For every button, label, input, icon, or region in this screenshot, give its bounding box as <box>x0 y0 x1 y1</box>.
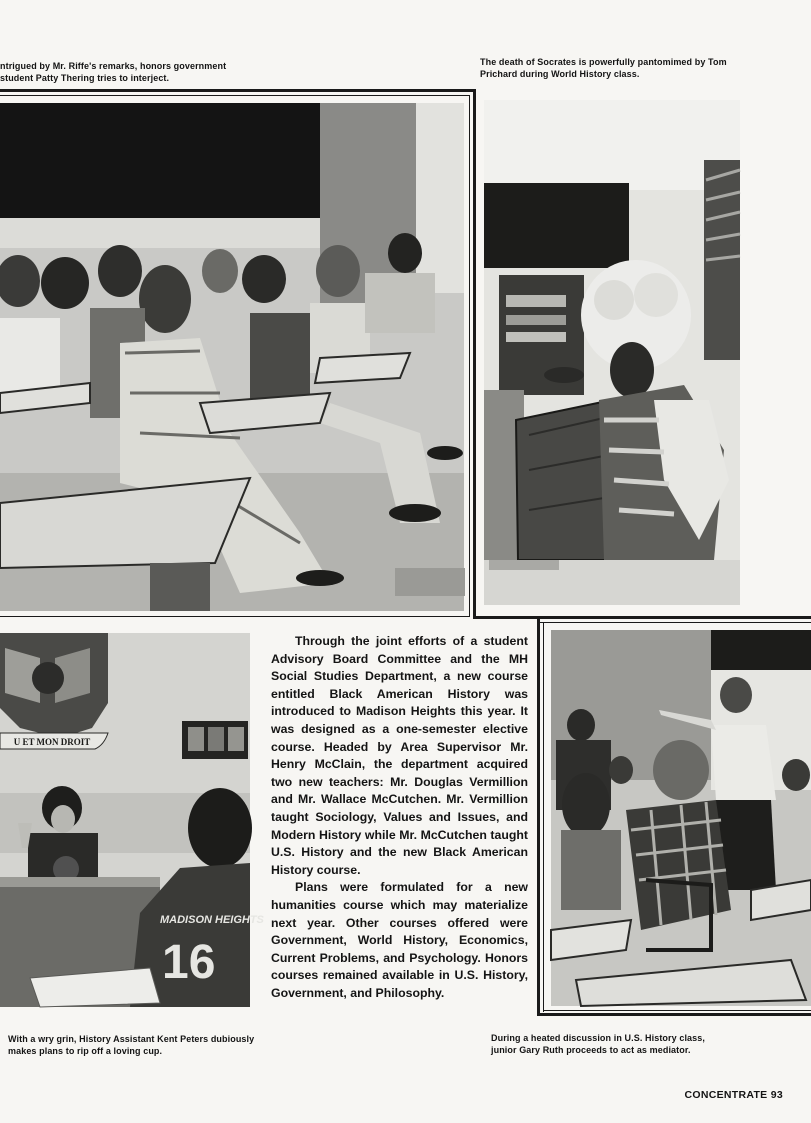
caption-bottom-right: During a heated discussion in U.S. History class, junior Gary Ruth proceeds to act as mediator. <box>491 1033 705 1055</box>
frame-line <box>537 1013 811 1016</box>
article-paragraph: Through the joint efforts of a student Advisory Board Committee and the MH Social Studies Department, a new course entitled Black American History was introduced to Madison Heights this year. It was designed as a one-semester elective course. Headed by Area Supervisor Mr. Henry McClain, the department acquired two new teachers: Mr. Douglas Vermillion and Mr. Wallace McCutchen. Mr. Vermillion taught Sociology, Values and Issues, and Modern History while Mr. McCutchen taught U.S. History and the new Black American History course. <box>271 634 528 877</box>
photo-history-assistant <box>0 633 264 1007</box>
photo-history-discussion <box>551 630 811 1006</box>
jersey-text: MADISON HEIGHTS <box>160 914 264 926</box>
frame-line <box>0 616 470 617</box>
frame-line <box>473 89 476 619</box>
frame-line <box>0 95 470 96</box>
caption-bottom-left: With a wry grin, History Assistant Kent Peters dubiously makes plans to rip off a loving cup. <box>8 1034 255 1056</box>
jersey-number: 16 <box>162 936 216 989</box>
frame-line <box>473 616 811 619</box>
article-paragraph: Plans were formulated for a new humanities course which may materialize next year. Other courses offered were Government, World History, Economics, Current Problems, and Psychology. Honors courses remained available in U.S. History, Government, and Philosophy. <box>271 880 528 1000</box>
page-number: 93 <box>770 1089 783 1101</box>
section-name: CONCENTRATE <box>684 1089 768 1101</box>
frame-line <box>540 622 811 623</box>
frame-line <box>0 89 476 92</box>
photo-socrates-pantomime <box>484 100 740 605</box>
article-body <box>271 633 528 1002</box>
frame-line <box>537 619 540 1014</box>
frame-line <box>543 1010 811 1011</box>
caption-top-left: ntrigued by Mr. Riffe's remarks, honors government student Patty Thering tries to interject. <box>0 61 227 83</box>
frame-line <box>543 622 544 1012</box>
frame-line <box>469 95 470 616</box>
photo-classroom-students <box>0 103 464 611</box>
crest-motto: U ET MON DROIT <box>13 737 91 747</box>
caption-top-right: The death of Socrates is powerfully pantomimed by Tom Prichard during World History class. <box>480 57 727 79</box>
page-folio <box>684 1089 783 1101</box>
